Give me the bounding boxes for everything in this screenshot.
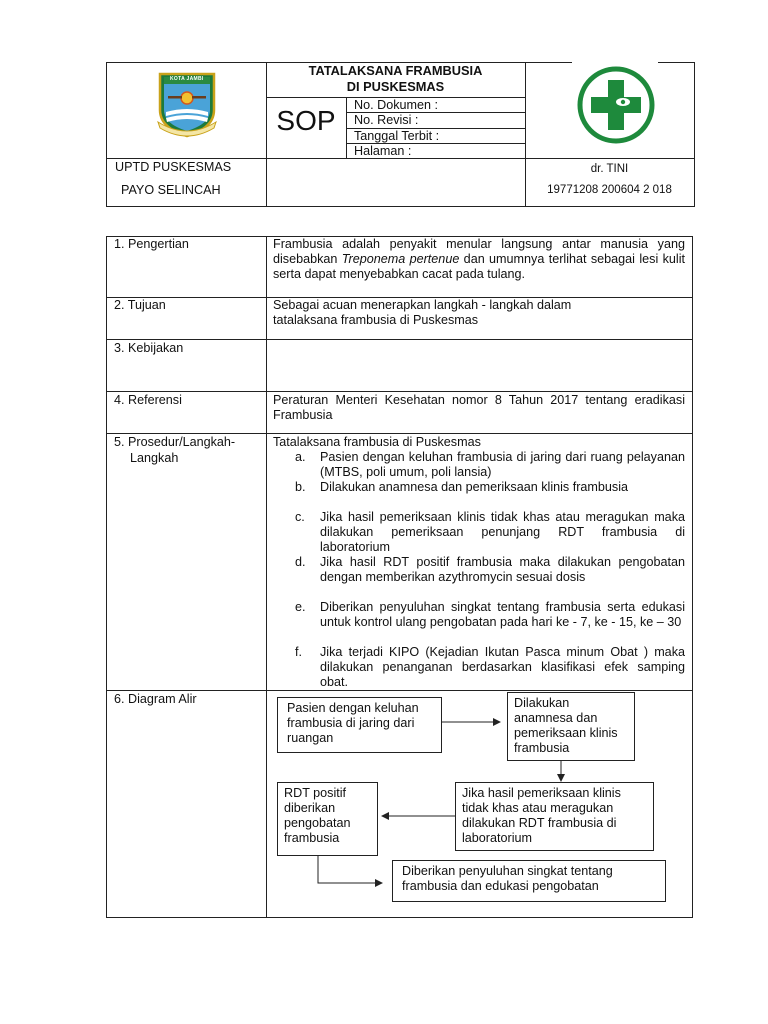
sop-title-line2: DI PUSKESMAS: [346, 79, 445, 94]
sop-label: SOP: [276, 105, 336, 136]
sop-title-line1: TATALAKSANA FRAMBUSIA: [308, 63, 483, 78]
label-referensi: 4. Referensi: [114, 393, 182, 407]
text-pengertian-italic: Treponema pertenue: [341, 252, 460, 266]
text-referensi: Peraturan Menteri Kesehatan nomor 8 Tahun 2017 tentang eradikasi Frambusia: [273, 393, 685, 422]
flow-box-rdt: RDT positif diberikan pengobatan frambusia: [277, 782, 378, 856]
step-marker: d.: [295, 555, 306, 569]
label-prosedur-2: Langkah: [130, 451, 179, 465]
flow-box-jika-hasil: Jika hasil pemeriksaan klinis tidak khas atau meragukan dilakukan RDT frambusia di laboratorium: [455, 782, 654, 851]
field-tanggal-terbit: Tanggal Terbit :: [354, 129, 440, 143]
flow-box-pasien: Pasien dengan keluhan frambusia di jaring dari ruangan: [277, 697, 442, 753]
signer-name: dr. TINI: [590, 163, 629, 175]
flow-box-anamnesa: Dilakukan anamnesa dan pemeriksaan klinis frambusia: [507, 692, 635, 761]
flow-box-penyuluhan: Diberikan penyuluhan singkat tentang frambusia dan edukasi pengobatan: [392, 860, 666, 902]
field-no-dokumen: No. Dokumen :: [354, 98, 438, 112]
step-marker: c.: [295, 510, 305, 524]
label-diagram: 6. Diagram Alir: [114, 692, 197, 706]
step-marker: b.: [295, 480, 306, 494]
signer-nip: 19771208 200604 2 018: [547, 184, 672, 196]
field-halaman: Halaman :: [354, 144, 412, 158]
step-marker: a.: [295, 450, 306, 464]
step-text: Jika hasil pemeriksaan klinis tidak khas atau meragukan maka dilakukan pemeriksaan penunjang RDT frambusia di laboratorium: [320, 510, 685, 554]
step-text: Pasien dengan keluhan frambusia di jaring dari ruang pelayanan (MTBS, poli umum, poli lansia): [320, 450, 685, 479]
label-pengertian: 1. Pengertian: [114, 237, 189, 251]
label-kebijakan: 3. Kebijakan: [114, 341, 184, 355]
label-prosedur-1: 5. Prosedur/Langkah-: [114, 435, 236, 449]
org-name-line2: PAYO SELINCAH: [121, 183, 221, 197]
field-no-revisi: No. Revisi :: [354, 113, 419, 127]
step-text: Dilakukan anamnesa dan pemeriksaan klinis frambusia: [320, 480, 629, 494]
org-name-line1: UPTD PUSKESMAS: [115, 160, 232, 174]
text-tujuan: Sebagai acuan menerapkan langkah - langkah dalam tatalaksana frambusia di Puskesmas: [273, 298, 572, 327]
step-marker: f.: [295, 645, 302, 659]
label-tujuan: 2. Tujuan: [114, 298, 166, 312]
text-pengertian-b: dan umumnya terlihat sebagai lesi kulit serta dapat menyebabkan cacat pada tulang.: [273, 252, 685, 281]
city-logo-text: KOTA JAMBI: [170, 76, 204, 82]
text-pengertian-a: Frambusia adalah penyakit menular langsung antar manusia yang disebabkan: [273, 237, 685, 266]
step-marker: e.: [295, 600, 306, 614]
step-text: Diberikan penyuluhan singkat tentang frambusia serta edukasi untuk kontrol ulang pengobatan pada hari ke - 7, ke - 15, ke – 30: [320, 600, 685, 629]
step-text: Jika terjadi KIPO (Kejadian Ikutan Pasca minum Obat ) maka dilakukan penanganan berdasarkan klasifikasi efek samping obat.: [320, 645, 685, 689]
arrow-rdt-to-penyuluhan: [318, 856, 382, 883]
prosedur-intro: Tatalaksana frambusia di Puskesmas: [273, 435, 481, 449]
step-text: Jika hasil RDT positif frambusia maka dilakukan pengobatan dengan memberikan azythromycin sesuai dosis: [320, 555, 685, 584]
